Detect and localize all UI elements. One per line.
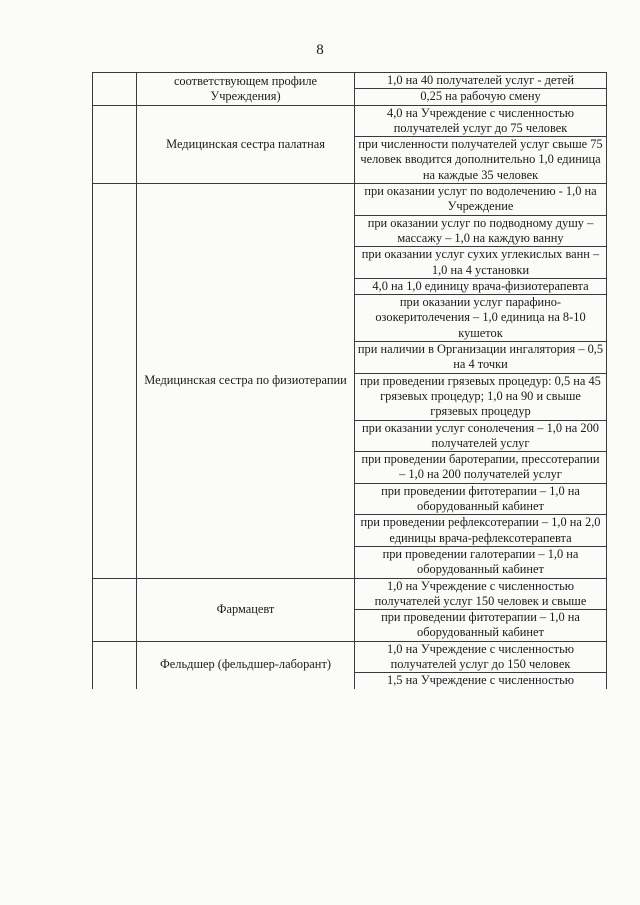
position-cell: соответствующем профиле Учреждения) bbox=[137, 73, 355, 106]
norm-cell: 4,0 на Учреждение с численностью получателей услуг до 75 человек bbox=[355, 105, 607, 137]
table-row bbox=[93, 73, 607, 89]
norm-cell: при проведении рефлексотерапии – 1,0 на 2,0 единицы врача-рефлексотерапевта bbox=[355, 515, 607, 547]
norm-cell: 1,0 на 40 получателей услуг - детей bbox=[355, 73, 607, 89]
norm-cell: при оказании услуг парафино-озокеритолечения – 1,0 единица на 8-10 кушеток bbox=[355, 295, 607, 342]
norm-cell: 1,0 на Учреждение с численностью получателей услуг 150 человек и свыше bbox=[355, 578, 607, 610]
row-number-cell bbox=[93, 184, 137, 578]
norm-cell: 4,0 на 1,0 единицу врача-физиотерапевта bbox=[355, 278, 607, 294]
table-row bbox=[93, 184, 607, 216]
norm-cell: при наличии в Организации ингалятория – 0,5 на 4 точки bbox=[355, 342, 607, 374]
table-row bbox=[93, 578, 607, 610]
norm-cell: при численности получателей услуг свыше 75 человек вводится дополнительно 1,0 единица на каждые 35 человек bbox=[355, 137, 607, 184]
position-cell: Фельдшер (фельдшер-лаборант) bbox=[137, 641, 355, 688]
position-cell: Фармацевт bbox=[137, 578, 355, 641]
staffing-norms-table bbox=[92, 72, 607, 689]
norm-cell: 0,25 на рабочую смену bbox=[355, 89, 607, 105]
norm-cell: при проведении фитотерапии – 1,0 на оборудованный кабинет bbox=[355, 483, 607, 515]
norm-cell: 1,5 на Учреждение с численностью bbox=[355, 673, 607, 689]
position-cell: Медицинская сестра по физиотерапии bbox=[137, 184, 355, 578]
norm-cell: при проведении грязевых процедур: 0,5 на 45 грязевых процедур; 1,0 на 90 и свыше грязевых процедур bbox=[355, 373, 607, 420]
norm-cell: при проведении баротерапии, прессотерапии – 1,0 на 200 получателей услуг bbox=[355, 452, 607, 484]
norm-cell: при оказании услуг сухих углекислых ванн – 1,0 на 4 установки bbox=[355, 247, 607, 279]
row-number-cell bbox=[93, 578, 137, 641]
table-row bbox=[93, 641, 607, 673]
row-number-cell bbox=[93, 105, 137, 183]
norm-cell: 1,0 на Учреждение с численностью получателей услуг до 150 человек bbox=[355, 641, 607, 673]
norm-cell: при проведении галотерапии – 1,0 на оборудованный кабинет bbox=[355, 546, 607, 578]
norm-cell: при оказании услуг по водолечению - 1,0 на Учреждение bbox=[355, 184, 607, 216]
norm-cell: при оказании услуг по подводному душу – массажу – 1,0 на каждую ванну bbox=[355, 215, 607, 247]
row-number-cell bbox=[93, 641, 137, 688]
row-number-cell bbox=[93, 73, 137, 106]
page-number: 8 bbox=[316, 42, 324, 58]
norm-cell: при проведении фитотерапии – 1,0 на оборудованный кабинет bbox=[355, 610, 607, 642]
position-cell: Медицинская сестра палатная bbox=[137, 105, 355, 183]
norm-cell: при оказании услуг сонолечения – 1,0 на 200 получателей услуг bbox=[355, 420, 607, 452]
table-row bbox=[93, 105, 607, 137]
